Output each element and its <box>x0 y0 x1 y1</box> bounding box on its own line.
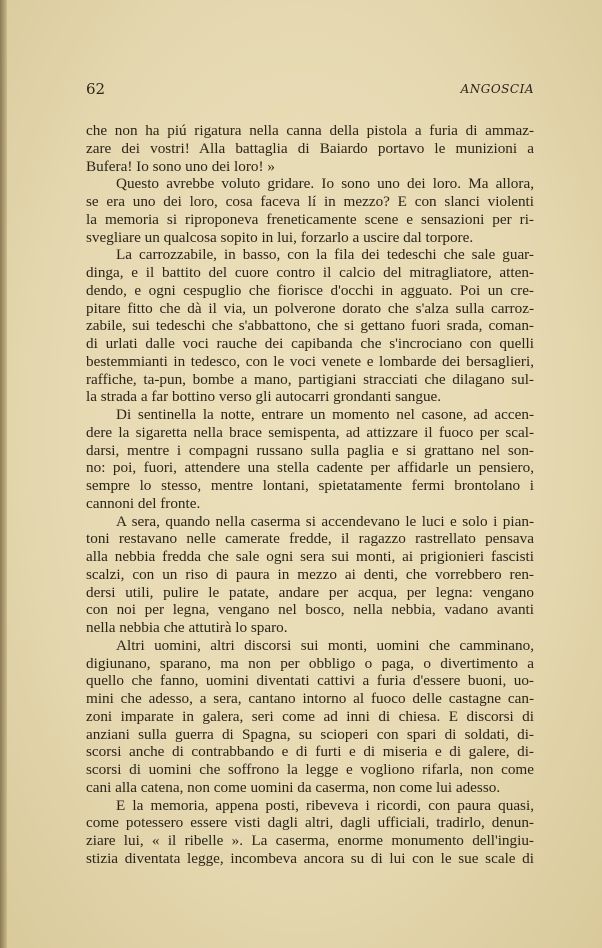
text-line: la memoria si riproponeva freneticamente scene e sensazioni per ri- <box>86 210 534 228</box>
text-line: Questo avrebbe voluto gridare. Io sono uno dei loro. Ma allora, <box>116 175 534 193</box>
text-line: cannoni del fronte. <box>86 494 201 512</box>
text-line: dere la sigaretta nella brace semispenta, ad attizzare il fuoco per scal- <box>86 423 534 441</box>
paragraph <box>86 513 534 637</box>
text-line: anziani sulla guerra di Spagna, su scioperi con spari di soldati, di- <box>86 725 534 743</box>
page-body-text <box>86 122 534 868</box>
text-line: cani alla catena, non come uomini da caserma, non come lui adesso. <box>86 778 501 796</box>
text-line: quello che fanno, uomini diventati cattivi a furia d'essere buoni, uo- <box>86 672 534 690</box>
text-line: toni restavano nelle camerate fredde, il ragazzo rastrellato pensava <box>86 530 534 548</box>
text-line: se era uno dei loro, cosa faceva lí in mezzo? E con slanci violenti <box>86 193 534 210</box>
text-line: ziare lui, « il ribelle ». La caserma, enorme monumento dell'ingiu- <box>86 832 534 849</box>
text-line: zare dei vostri! Alla battaglia di Baiardo portavo le munizioni a <box>86 139 534 157</box>
text-line: E la memoria, appena posti, ribeveva i ricordi, con paura quasi, <box>116 796 534 814</box>
running-title: ANGOSCIA <box>460 82 534 96</box>
text-line: scorsi di uomini che soffrono la legge e vogliono rifarla, non come <box>86 761 534 778</box>
text-line: che non ha piú rigatura nella canna della pistola a furia di ammaz- <box>86 122 534 139</box>
text-line: come potessero essere visti dagli altri, dagli ufficiali, tradirlo, denun- <box>86 814 534 832</box>
text-line: sempre lo stesso, mentre lontani, spietatamente fermi brontolano i <box>86 477 534 494</box>
text-line: di urlati dalle voci rauche dei capibanda che s'incrociano con quelli <box>86 335 534 352</box>
paragraph <box>86 122 534 175</box>
paragraph <box>86 797 534 868</box>
paragraph <box>86 637 534 797</box>
text-line: dersi utili, pulire le patate, andare per acqua, per legna: vengano <box>86 583 534 601</box>
text-line: Altri uomini, altri discorsi sui monti, uomini che camminano, <box>116 636 534 654</box>
text-line: La carrozzabile, in basso, con la fila dei tedeschi che sale guar- <box>116 246 534 264</box>
text-line: dinga, e il battito del cuore contro il calcio del mitragliatore, atten- <box>86 264 534 281</box>
text-line: scorsi anche di contrabbando e di furti e di miseria e di galere, di- <box>86 743 534 761</box>
text-line: darsi, mentre i compagni russano sulla paglia e si grattano nel son- <box>86 441 534 459</box>
text-line: zabile, sui tedeschi che s'abbattono, che si gettano fuori srada, coman- <box>86 317 534 335</box>
page-number: 62 <box>86 80 106 98</box>
text-line: no: poi, fuori, attendere una stella cadente per affidarle un pensiero, <box>86 459 534 477</box>
text-line: A sera, quando nella caserma si accendevano le luci e solo i pian- <box>116 512 534 530</box>
text-line: zoni imparate in galera, seri come ad inni di chiesa. E discorsi di <box>86 707 534 725</box>
text-line: bestemmianti in tedesco, con le voci venete e lombarde dei bersaglieri, <box>86 352 534 370</box>
text-line: la strada a far bottino verso gli autocarri grondanti sangue. <box>86 388 442 406</box>
text-line: mini che adesso, a sera, cantano intorno al fuoco delle castagne can- <box>86 690 534 707</box>
text-line: scalzi, con un riso di paura in mezzo ai denti, che vorrebbero ren- <box>86 565 534 583</box>
text-line: stizia diventata legge, incombeva ancora su di lui con le sue scale di <box>86 849 534 867</box>
paragraph <box>86 406 534 513</box>
binding-edge <box>0 0 7 948</box>
text-line: digiunano, sparano, ma non per obbligo o paga, o divertimento a <box>86 654 534 672</box>
text-line: raffiche, ta-pun, bombe a mano, partigiani stracciati che dilagano sul- <box>86 370 534 388</box>
text-line: Bufera! Io sono uno dei loro! » <box>86 157 275 175</box>
text-line: Di sentinella la notte, entrare un momento nel casone, ad accen- <box>116 406 534 423</box>
text-line: nella nebbia che attutirà lo sparo. <box>86 619 288 636</box>
text-line: svegliare un qualcosa sopito in lui, forzarlo a uscire dal torpore. <box>86 228 474 246</box>
text-line: pitare fitto che dà il via, un polverone dorato che s'alza sulla carroz- <box>86 299 534 317</box>
text-line: dendo, e ogni cespuglio che fiorisce d'occhi in agguato. Poi un cre- <box>86 281 534 299</box>
text-line: con noi per legna, vengano nel bosco, nella nebbia, vadano avanti <box>86 601 534 619</box>
page-header <box>86 80 534 100</box>
paragraph <box>86 246 534 406</box>
paragraph <box>86 175 534 246</box>
text-line: alla nebbia fredda che sale ogni sera sui monti, ai prigionieri fascisti <box>86 548 534 565</box>
